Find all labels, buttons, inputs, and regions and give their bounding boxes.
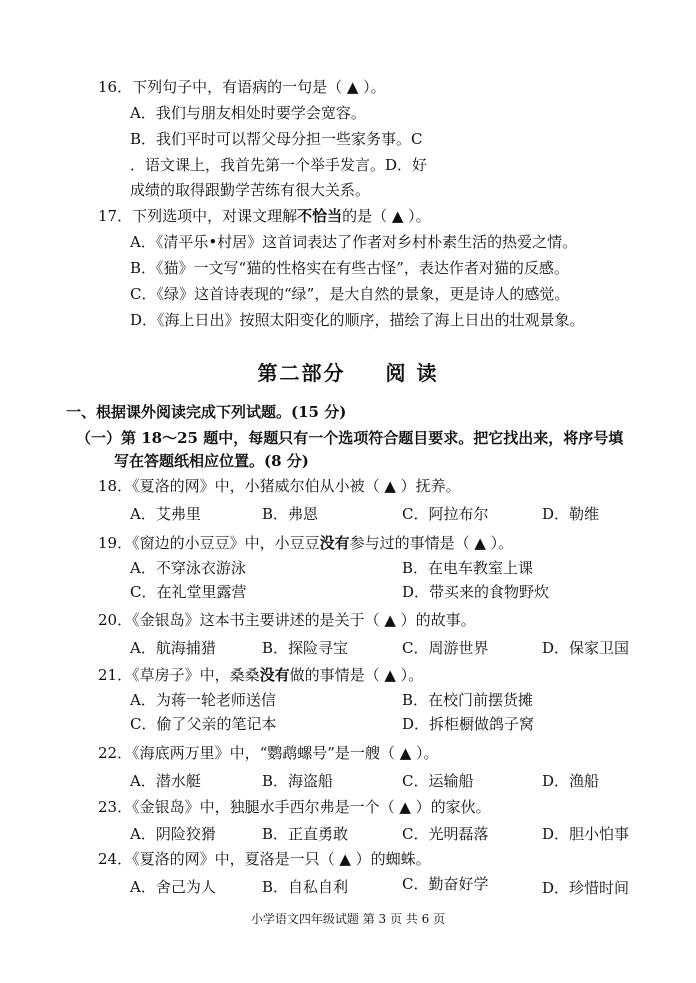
q20-stem: 20．《金银岛》这本书主要讲述的是关于（ ▲ ）的故事。 [98, 611, 476, 629]
q17-option-c: C．《绿》这首诗表现的“绿”，是大自然的景象，更是诗人的感觉。 [130, 285, 570, 303]
q23-stem: 23．《金银岛》中，独腿水手西尔弗是一个（ ▲ ）的家伙。 [98, 798, 491, 816]
q18-option-a: A．艾弗里 [130, 505, 201, 523]
q24-option-c: C．勤奋好学 [402, 875, 489, 893]
q16-option-c: ．语文课上，我首先第一个举手发言。D．好 [130, 156, 428, 174]
q24-option-a: A．舍己为人 [130, 878, 216, 896]
q16-stem: 16．下列句子中，有语病的一句是（ ▲ ）。 [98, 78, 386, 96]
q17-stem [98, 206, 431, 226]
q19-stem-pre: 19．《窗边的小豆豆》中，小豆豆 [98, 534, 320, 552]
q23-option-b: B．正直勇敢 [262, 825, 349, 843]
q21-stem-emphasis: 没有 [259, 666, 290, 684]
q20-option-a: A．航海捕猎 [130, 639, 216, 657]
q16-option-a: A．我们与朋友相处时要学会宽容。 [130, 104, 366, 122]
q17-stem-emphasis: 不恰当 [297, 207, 343, 225]
q22-option-c: C．运输船 [402, 772, 474, 790]
q17-option-d: D．《海上日出》按照太阳变化的顺序，描绘了海上日出的壮观景象。 [130, 311, 585, 329]
q18-stem: 18．《夏洛的网》中，小猪威尔伯从小被（ ▲ ）抚养。 [98, 477, 461, 495]
q22-stem: 22．《海底两万里》中，“鹦鹉螺号”是一艘（ ▲ ）。 [98, 744, 439, 762]
q23-option-d: D．胆小怕事 [542, 825, 630, 843]
q18-option-b: B．弗恩 [262, 505, 319, 523]
q17-stem-pre: 17．下列选项中，对课文理解 [98, 207, 298, 225]
q21-option-a: A．为蒋一轮老师送信 [130, 691, 276, 709]
q22-option-b: B．海盗船 [262, 772, 334, 790]
q19-option-c: C．在礼堂里露营 [130, 583, 247, 601]
page-footer: 小学语文四年级试题 第 3 页 共 6 页 [250, 912, 446, 926]
q21-stem-post: 做的事情是（ ▲ ）。 [289, 666, 424, 684]
q19-stem-emphasis: 没有 [319, 534, 350, 552]
q21-option-d: D．拆柜橱做鸽子窝 [402, 715, 535, 733]
q24-option-d: D．珍惜时间 [542, 879, 630, 897]
q17-option-a: A．《清平乐•村居》这首词表达了作者对乡村朴素生活的热爱之情。 [130, 233, 578, 251]
q21-stem-pre: 21．《草房子》中，桑桑 [98, 666, 260, 684]
q19-stem-post: 参与过的事情是（ ▲ ）。 [349, 534, 514, 552]
q17-stem-post: 的是（ ▲ ）。 [342, 207, 431, 225]
q19-option-a: A．不穿泳衣游泳 [130, 559, 246, 577]
q16-option-b: B．我们平时可以帮父母分担一些家务事。C [130, 130, 423, 148]
q20-option-d: D．保家卫国 [542, 639, 630, 657]
subsection-one-line1: （一）第 18～25 题中，每题只有一个选项符合题目要求。把它找出来，将序号填 [76, 429, 624, 447]
q21-option-c: C．偷了父亲的笔记本 [130, 715, 277, 733]
q24-stem: 24．《夏洛的网》中，夏洛是一只（ ▲ ）的蜘蛛。 [98, 850, 431, 868]
q21-stem [98, 665, 423, 685]
q23-option-a: A．阴险狡猾 [130, 825, 216, 843]
q22-option-a: A．潜水艇 [130, 772, 201, 790]
q24-option-b: B．自私自利 [262, 878, 349, 896]
q19-stem [98, 533, 513, 553]
part-two-subject: 阅 读 [385, 361, 439, 385]
q21-option-b: B．在校门前摆货摊 [402, 691, 534, 709]
q18-option-c: C．阿拉布尔 [402, 505, 489, 523]
q17-option-b: B．《猫》一文写“猫的性格实在有些古怪”，表达作者对猫的反感。 [130, 259, 569, 277]
q19-option-d: D．带买来的食物野炊 [402, 583, 550, 601]
part-two-title [0, 357, 696, 386]
q22-option-d: D．渔船 [542, 772, 600, 790]
part-two-label: 第二部分 [257, 361, 346, 385]
q18-option-d: D．勒维 [542, 505, 600, 523]
q20-option-b: B．探险寻宝 [262, 639, 349, 657]
section-one-heading: 一、根据课外阅读完成下列试题。(15 分) [66, 403, 347, 421]
q19-option-b: B．在电车教室上课 [402, 559, 534, 577]
q16-option-d: 成绩的取得跟勤学苦练有很大关系。 [130, 181, 371, 199]
q20-option-c: C．周游世界 [402, 639, 489, 657]
q23-option-c: C．光明磊落 [402, 825, 489, 843]
subsection-one-line2: 写在答题纸相应位置。(8 分) [114, 452, 309, 470]
